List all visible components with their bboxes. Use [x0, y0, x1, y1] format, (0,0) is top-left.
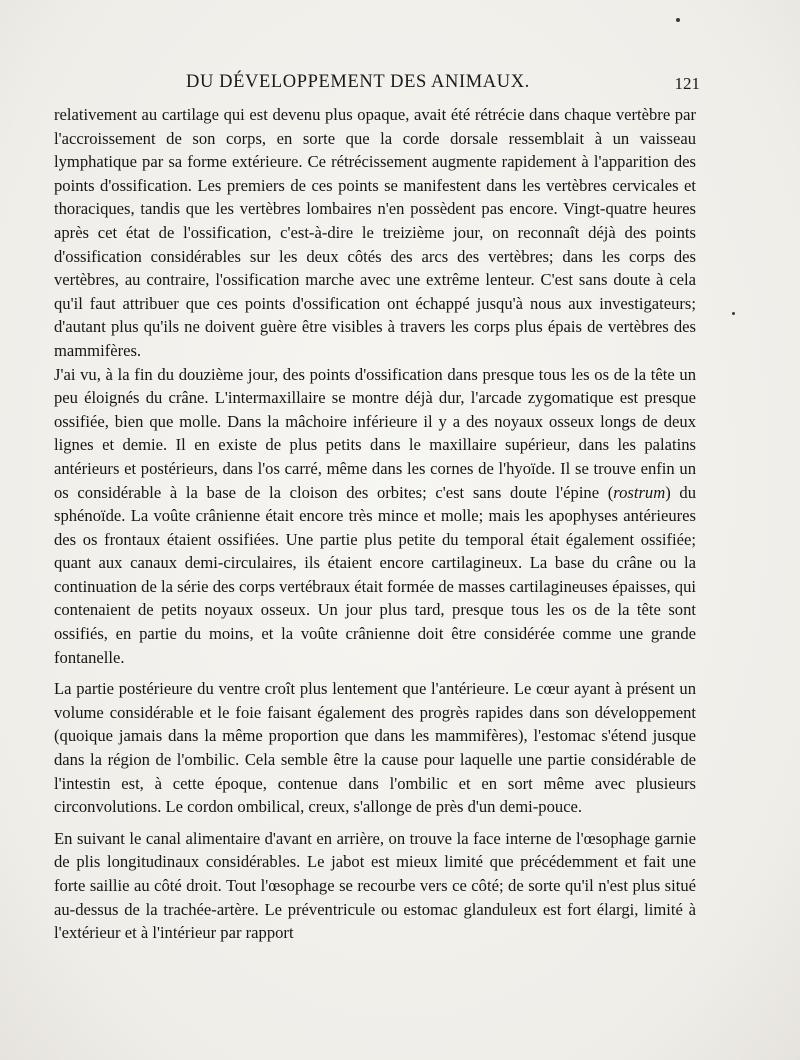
body-text	[54, 103, 696, 945]
ink-speck	[732, 312, 735, 315]
ink-speck	[676, 18, 680, 22]
page-header	[186, 72, 700, 96]
paragraph-2-text-after: ) du sphénoïde. La voûte crânienne était encore très mince et molle; mais les apophyses antérieures des os frontaux étaient ossifiées. Une partie plus petite du temporal était également ossifiée; quant aux canaux demi-circulaires, ils étaient encore cartilagineux. La base du crâne ou la continuation de la série des corps vertébraux était formée de masses cartilagineuses épaisses, qui contenaient de petits noyaux osseux. Un jour plus tard, presque tous les os de la tête sont ossifiés, en partie du moins, et la voûte crânienne doit être considérée comme une grande fontanelle.	[54, 482, 696, 667]
paragraph-2	[54, 363, 696, 670]
paragraph-1: relativement au cartilage qui est devenu plus opaque, avait été rétrécie dans chaque vertèbre par l'accroissement de son corps, en sorte que la corde dorsale ressemblait à un vaisseau lymphatique par sa forme extérieure. Ce rétrécissement augmente rapidement à l'apparition des points d'ossification. Les premiers de ces points se manifestent dans les vertèbres cervicales et thoraciques, tandis que les vertèbres lombaires n'en possèdent pas encore. Vingt-quatre heures après cet état de l'ossification, c'est-à-dire le treizième jour, on reconnaît déjà des points d'ossification considérables sur les deux côtés des arcs des vertèbres; dans les corps des vertèbres, au contraire, l'ossification marche avec une extrême lenteur. C'est sans doute à cela qu'il faut attribuer que ces points d'ossification ont échappé jusqu'à nous aux investigateurs; d'autant plus qu'ils ne doivent guère être visibles à travers les corps plus épais de vertèbres des mammifères.	[54, 105, 696, 360]
running-title: DU DÉVELOPPEMENT DES ANIMAUX.	[186, 72, 530, 92]
page-number: 121	[674, 74, 700, 93]
rostrum-term: rostrum	[613, 482, 666, 502]
paragraph-2-text-before: J'ai vu, à la fin du douzième jour, des points d'ossification dans presque tous les os de la tête un peu éloignés du crâne. L'intermaxillaire se montre déjà dur, l'arcade zygomatique est presque ossifiée, bien que molle. Dans la mâchoire inférieure il y a des noyaux osseux longs de deux lignes et demie. Il en existe de plus petits dans le maxillaire supérieur, dans les palatins antérieurs et postérieurs, dans l'os carré, même dans les cornes de l'hyoïde. Il se trouve enfin un os considérable à la base de la cloison des orbites; c'est sans doute l'épine (	[54, 364, 696, 502]
paragraph-4: En suivant le canal alimentaire d'avant en arrière, on trouve la face interne de l'œsophage garnie de plis longitudinaux considérables. Le jabot est mieux limité que précédemment et fait une forte saillie au côté droit. Tout l'œsophage se recourbe vers ce côté; de sorte qu'il n'est plus situé au-dessus de la trachée-artère. Le préventricule ou estomac glanduleux est fort élargi, limité à l'extérieur et à l'intérieur par rapport	[54, 828, 696, 943]
paragraph-3: La partie postérieure du ventre croît plus lentement que l'antérieure. Le cœur ayant à présent un volume considérable et le foie faisant également des progrès rapides dans son développement (quoique jamais dans la même proportion que dans les mammifères), l'estomac s'étend jusque dans la région de l'ombilic. Cela semble être la cause pour laquelle une partie considérable de l'intestin est, à cette époque, contenue dans l'ombilic et en sort même avec plusieurs circonvolutions. Le cordon ombilical, creux, s'allonge de près d'un demi-pouce.	[54, 679, 696, 817]
